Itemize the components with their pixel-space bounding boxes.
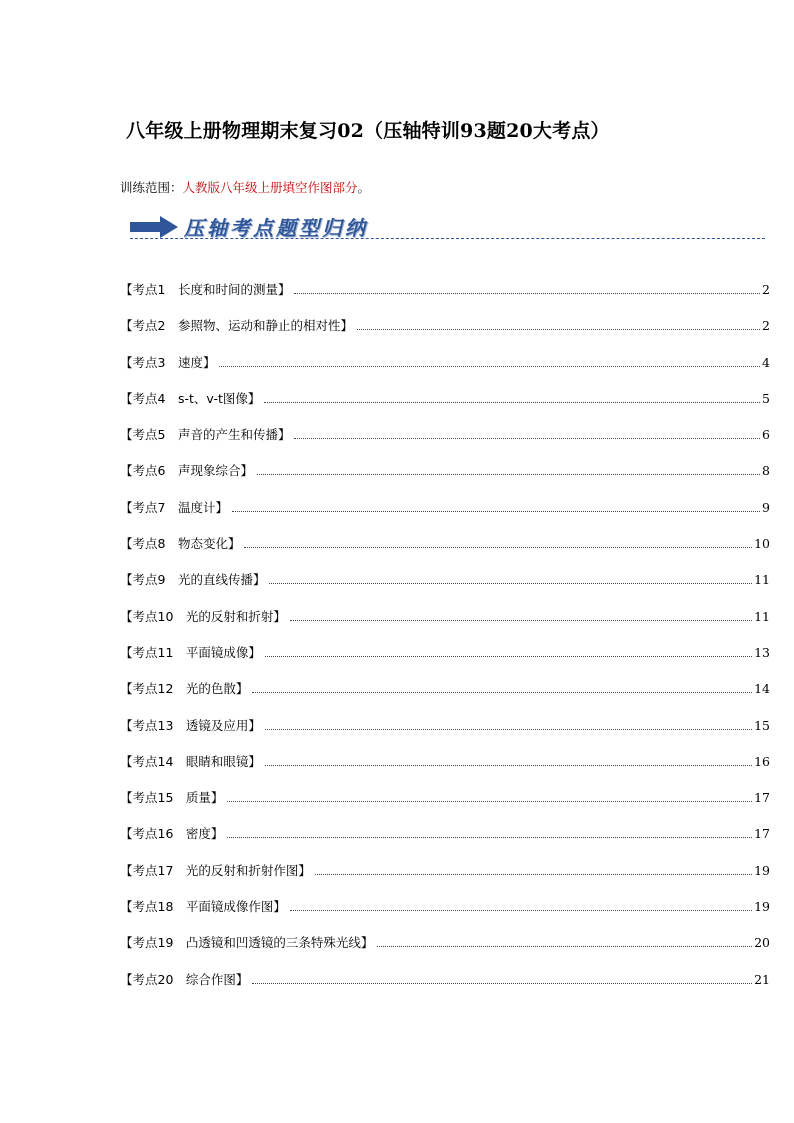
toc-entry[interactable] — [120, 607, 770, 643]
toc-leader-dots — [265, 764, 752, 766]
toc-entry-label: 【考点11 平面镜成像】 — [120, 644, 261, 660]
toc-entry-label: 【考点13 透镜及应用】 — [120, 717, 261, 733]
toc-leader-dots — [257, 473, 760, 475]
toc-entry-label: 【考点4 s-t、v-t图像】 — [120, 390, 261, 406]
banner-heading: 压轴考点题型归纳 — [184, 216, 368, 240]
toc-entry-label: 【考点20 综合作图】 — [120, 971, 249, 987]
section-banner — [130, 210, 765, 244]
toc-page-number: 4 — [762, 354, 770, 370]
toc-leader-dots — [227, 836, 752, 838]
toc-entry[interactable] — [120, 897, 770, 933]
scope-value: 人教版八年级上册填空作图部分 — [182, 180, 358, 195]
toc-leader-dots — [265, 728, 752, 730]
toc-leader-dots — [244, 546, 752, 548]
toc-entry[interactable] — [120, 534, 770, 570]
toc-leader-dots — [252, 691, 752, 693]
toc-leader-dots — [269, 582, 752, 584]
toc-page-number: 13 — [754, 644, 770, 660]
toc-entry[interactable] — [120, 788, 770, 824]
toc-page-number: 20 — [754, 935, 770, 951]
toc-page-number: 16 — [754, 753, 770, 769]
toc-entry[interactable] — [120, 970, 770, 1006]
training-scope — [120, 178, 370, 196]
toc-leader-dots — [294, 292, 760, 294]
toc-entry[interactable] — [120, 933, 770, 969]
toc-entry[interactable] — [120, 861, 770, 897]
toc-leader-dots — [377, 945, 752, 947]
toc-page-number: 15 — [754, 717, 770, 733]
toc-entry[interactable] — [120, 353, 770, 389]
toc-entry[interactable] — [120, 679, 770, 715]
toc-entry-label: 【考点18 平面镜成像作图】 — [120, 899, 286, 915]
toc-leader-dots — [252, 982, 752, 984]
toc-page-number: 17 — [754, 790, 770, 806]
document-title: 八年级上册物理期末复习02（压轴特训93题20大考点） — [126, 120, 610, 142]
toc-leader-dots — [357, 328, 760, 330]
toc-leader-dots — [290, 619, 752, 621]
toc-entry-label: 【考点10 光的反射和折射】 — [120, 608, 286, 624]
toc-page-number: 14 — [754, 681, 770, 697]
toc-page-number: 10 — [754, 536, 770, 552]
toc-entry-label: 【考点12 光的色散】 — [120, 681, 249, 697]
toc-page-number: 11 — [754, 572, 770, 588]
toc-leader-dots — [219, 365, 760, 367]
toc-leader-dots — [294, 437, 760, 439]
toc-leader-dots — [232, 510, 760, 512]
toc-page-number: 19 — [754, 862, 770, 878]
table-of-contents — [120, 280, 770, 1006]
toc-entry[interactable] — [120, 389, 770, 425]
toc-entry[interactable] — [120, 425, 770, 461]
toc-leader-dots — [290, 909, 752, 911]
toc-entry-label: 【考点2 参照物、运动和静止的相对性】 — [120, 318, 353, 334]
toc-page-number: 5 — [762, 390, 770, 406]
arrow-right-icon — [130, 216, 178, 238]
toc-entry[interactable] — [120, 824, 770, 860]
toc-entry-label: 【考点7 温度计】 — [120, 499, 228, 515]
banner-divider — [130, 238, 765, 239]
toc-entry[interactable] — [120, 752, 770, 788]
toc-page-number: 6 — [762, 427, 770, 443]
toc-entry-label: 【考点3 速度】 — [120, 354, 216, 370]
toc-entry-label: 【考点17 光的反射和折射作图】 — [120, 862, 311, 878]
toc-entry[interactable] — [120, 570, 770, 606]
toc-entry[interactable] — [120, 716, 770, 752]
toc-page-number: 17 — [754, 826, 770, 842]
toc-entry-label: 【考点8 物态变化】 — [120, 536, 241, 552]
toc-entry-label: 【考点1 长度和时间的测量】 — [120, 282, 291, 297]
toc-entry[interactable] — [120, 316, 770, 352]
toc-entry[interactable] — [120, 498, 770, 534]
toc-entry-label: 【考点15 质量】 — [120, 790, 224, 806]
scope-label: 训练范围： — [120, 180, 183, 195]
toc-entry[interactable] — [120, 643, 770, 679]
toc-entry[interactable] — [120, 280, 770, 316]
toc-page-number: 19 — [754, 899, 770, 915]
toc-page-number: 2 — [762, 318, 770, 334]
toc-entry-label: 【考点14 眼睛和眼镜】 — [120, 753, 261, 769]
toc-entry-label: 【考点16 密度】 — [120, 826, 224, 842]
toc-page-number: 9 — [762, 499, 770, 515]
scope-tail: 。 — [357, 180, 371, 195]
toc-leader-dots — [315, 873, 752, 875]
toc-page-number: 2 — [762, 282, 770, 297]
toc-page-number: 8 — [762, 463, 770, 479]
toc-entry-label: 【考点19 凸透镜和凹透镜的三条特殊光线】 — [120, 935, 374, 951]
toc-page-number: 21 — [754, 971, 770, 987]
toc-leader-dots — [264, 401, 760, 403]
toc-leader-dots — [265, 655, 752, 657]
toc-entry-label: 【考点9 光的直线传播】 — [120, 572, 266, 588]
toc-page-number: 11 — [754, 608, 770, 624]
toc-leader-dots — [227, 800, 752, 802]
toc-entry[interactable] — [120, 461, 770, 497]
toc-entry-label: 【考点5 声音的产生和传播】 — [120, 427, 291, 443]
toc-entry-label: 【考点6 声现象综合】 — [120, 463, 253, 479]
